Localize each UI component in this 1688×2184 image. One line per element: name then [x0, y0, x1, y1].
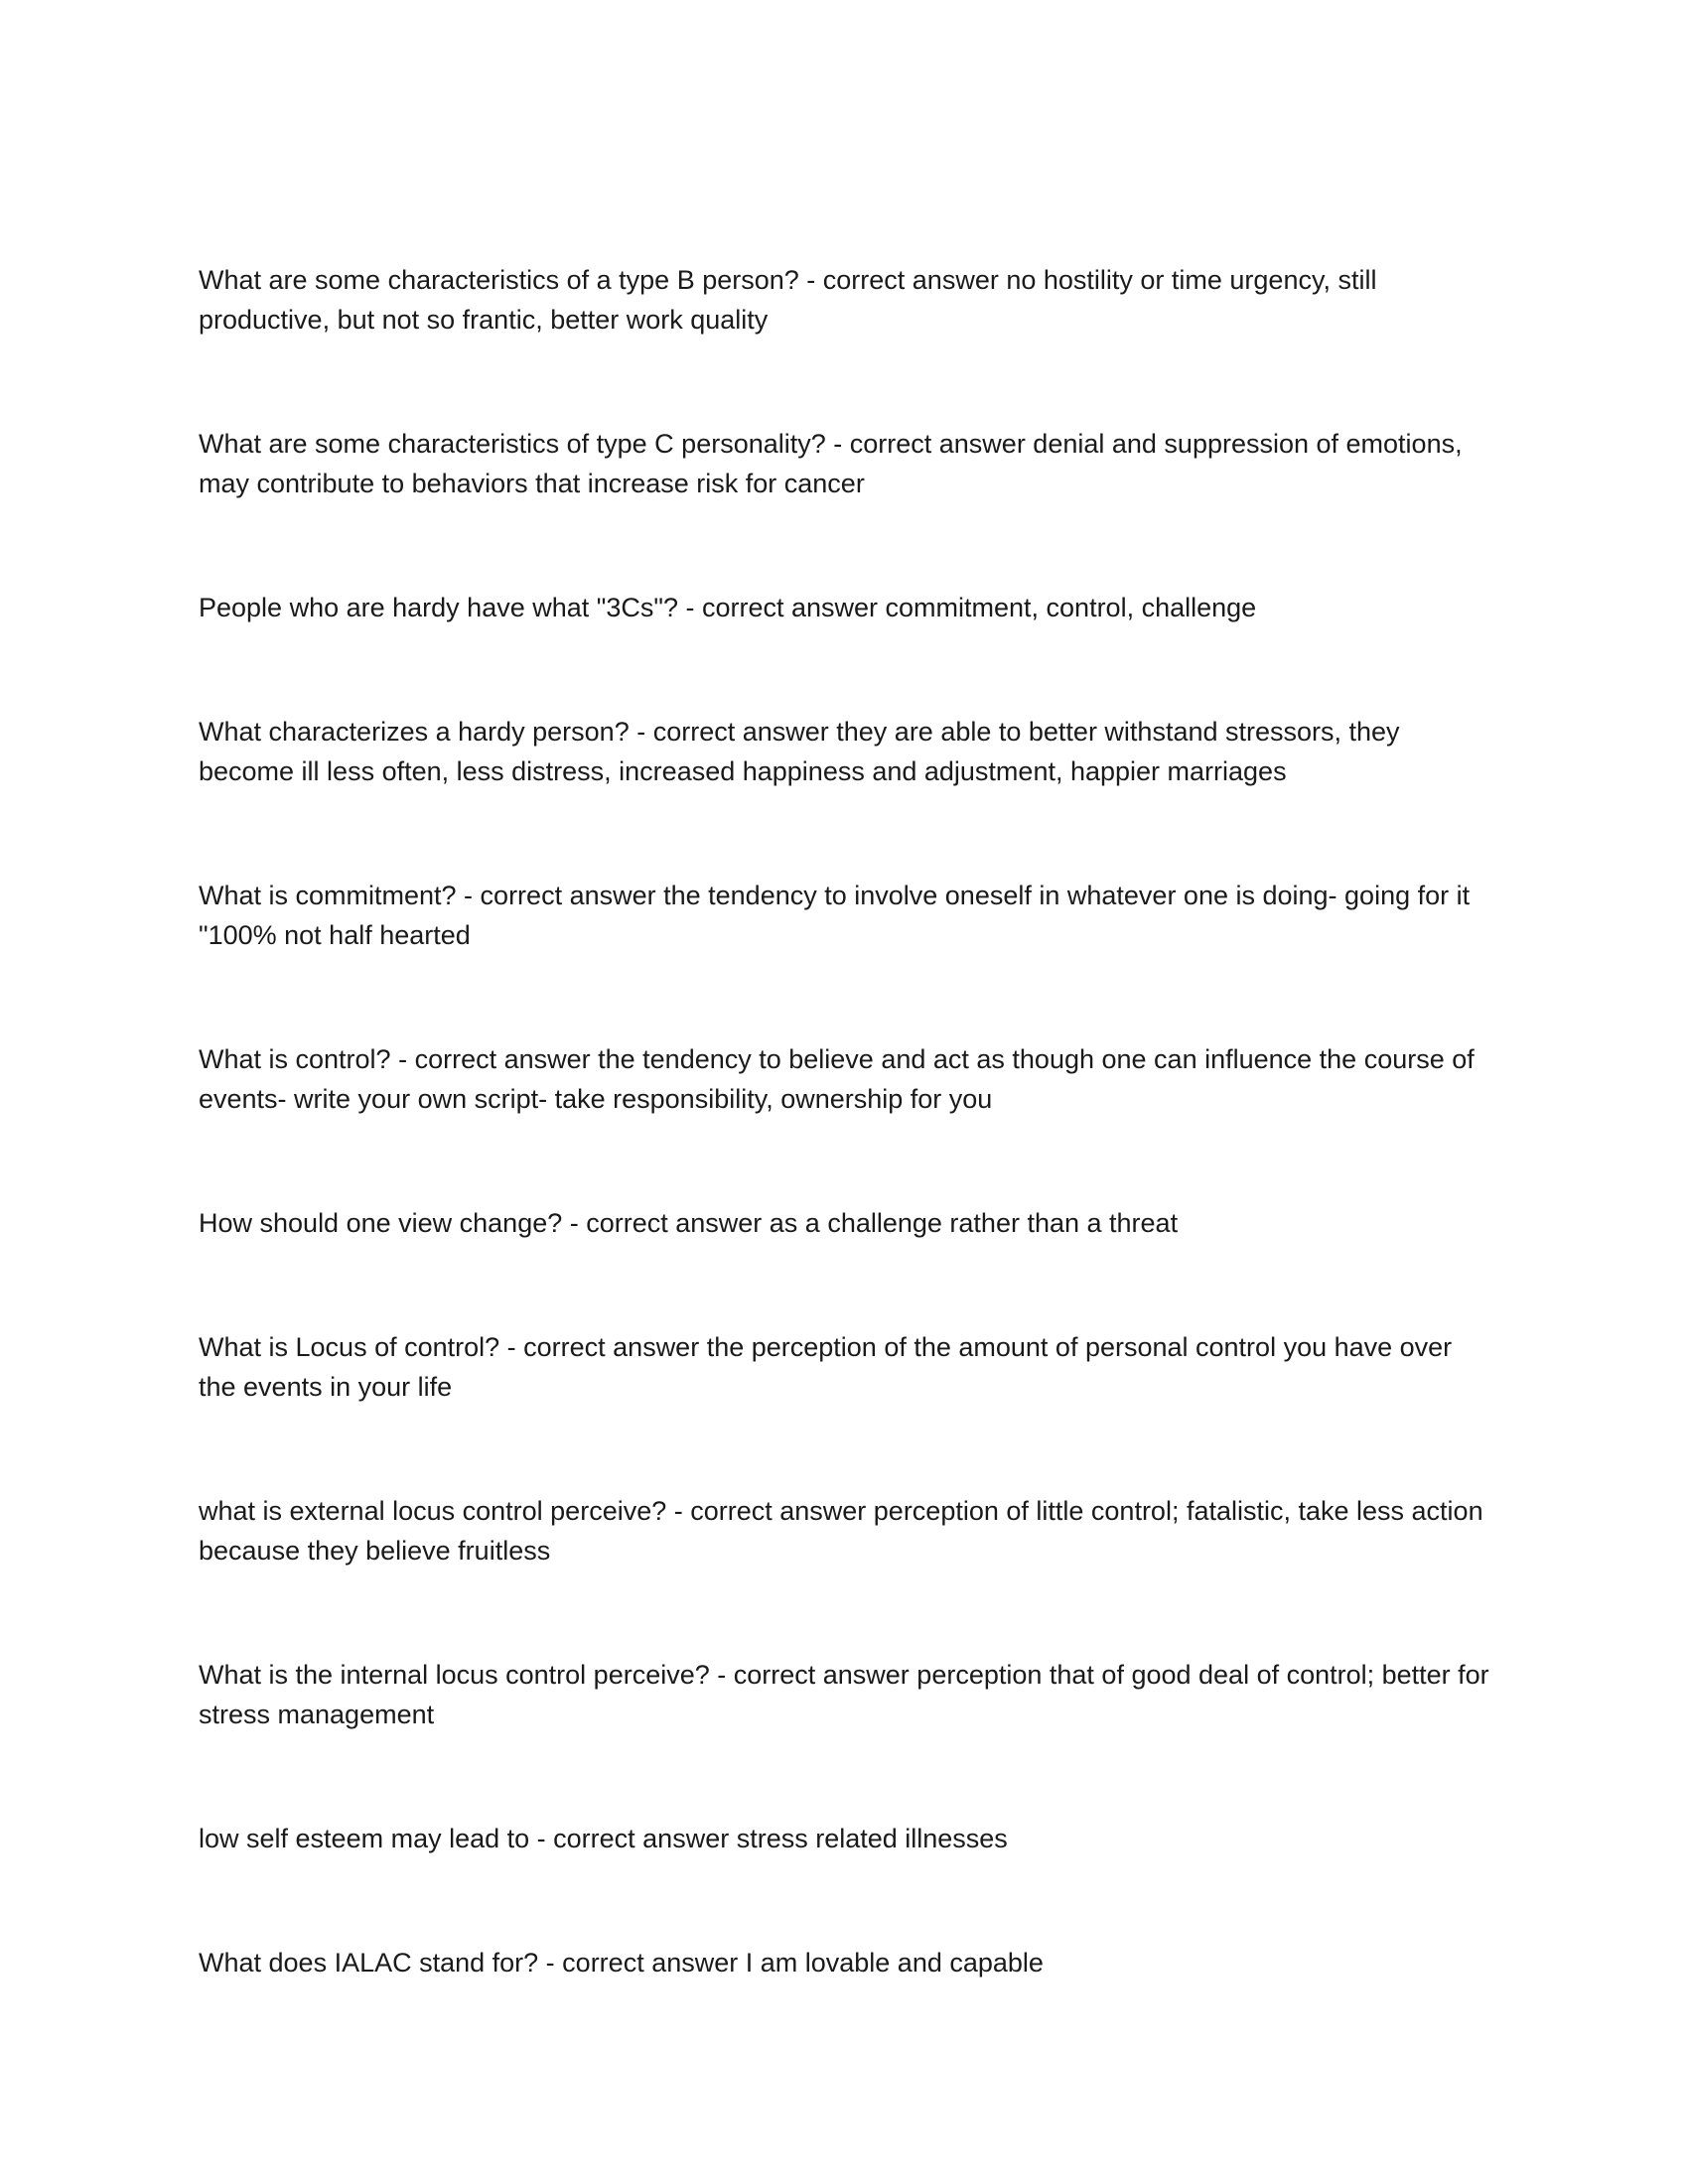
qa-item-hardy-person — [199, 712, 1489, 791]
qa-text: What are some characteristics of type C personality? - correct answer denial and suppression of emotions, may contribute to behaviors that increase risk for cancer — [199, 429, 1463, 498]
qa-text: What characterizes a hardy person? - correct answer they are able to better withstand stressors, they become ill less often, less distress, increased happiness and adjustment, happier marriages — [199, 717, 1400, 786]
qa-item-commitment — [199, 876, 1489, 955]
qa-text: low self esteem may lead to - correct answer stress related illnesses — [199, 1824, 1008, 1853]
qa-text: What is Locus of control? - correct answer the perception of the amount of personal control you have over the events in your life — [199, 1332, 1453, 1402]
qa-text: People who are hardy have what "3Cs"? - correct answer commitment, control, challenge — [199, 593, 1257, 622]
qa-text: What is the internal locus control perceive? - correct answer perception that of good deal of control; better for stress management — [199, 1660, 1489, 1729]
qa-text: How should one view change? - correct answer as a challenge rather than a threat — [199, 1208, 1179, 1238]
qa-item-type-c — [199, 424, 1489, 503]
qa-text: What is commitment? - correct answer the tendency to involve oneself in whatever one is doing- going for it "100% not half hearted — [199, 881, 1471, 950]
qa-item-type-b — [199, 260, 1489, 340]
qa-item-ialac — [199, 1943, 1489, 1982]
qa-text: What are some characteristics of a type B person? - correct answer no hostility or time urgency, still productive, but not so frantic, better work quality — [199, 265, 1377, 335]
qa-item-3cs — [199, 588, 1489, 627]
qa-item-locus-of-control — [199, 1327, 1489, 1407]
qa-item-view-change — [199, 1203, 1489, 1243]
qa-item-internal-locus — [199, 1655, 1489, 1734]
qa-item-control — [199, 1039, 1489, 1119]
qa-text: What does IALAC stand for? - correct answer I am lovable and capable — [199, 1948, 1044, 1978]
qa-item-low-self-esteem — [199, 1819, 1489, 1858]
qa-text: what is external locus control perceive? - correct answer perception of little control; fatalistic, take less action because they believe fruitless — [199, 1496, 1483, 1566]
qa-item-external-locus — [199, 1491, 1489, 1570]
qa-text: What is control? - correct answer the tendency to believe and act as though one can influence the course of events- write your own script- take responsibility, ownership for you — [199, 1044, 1475, 1114]
